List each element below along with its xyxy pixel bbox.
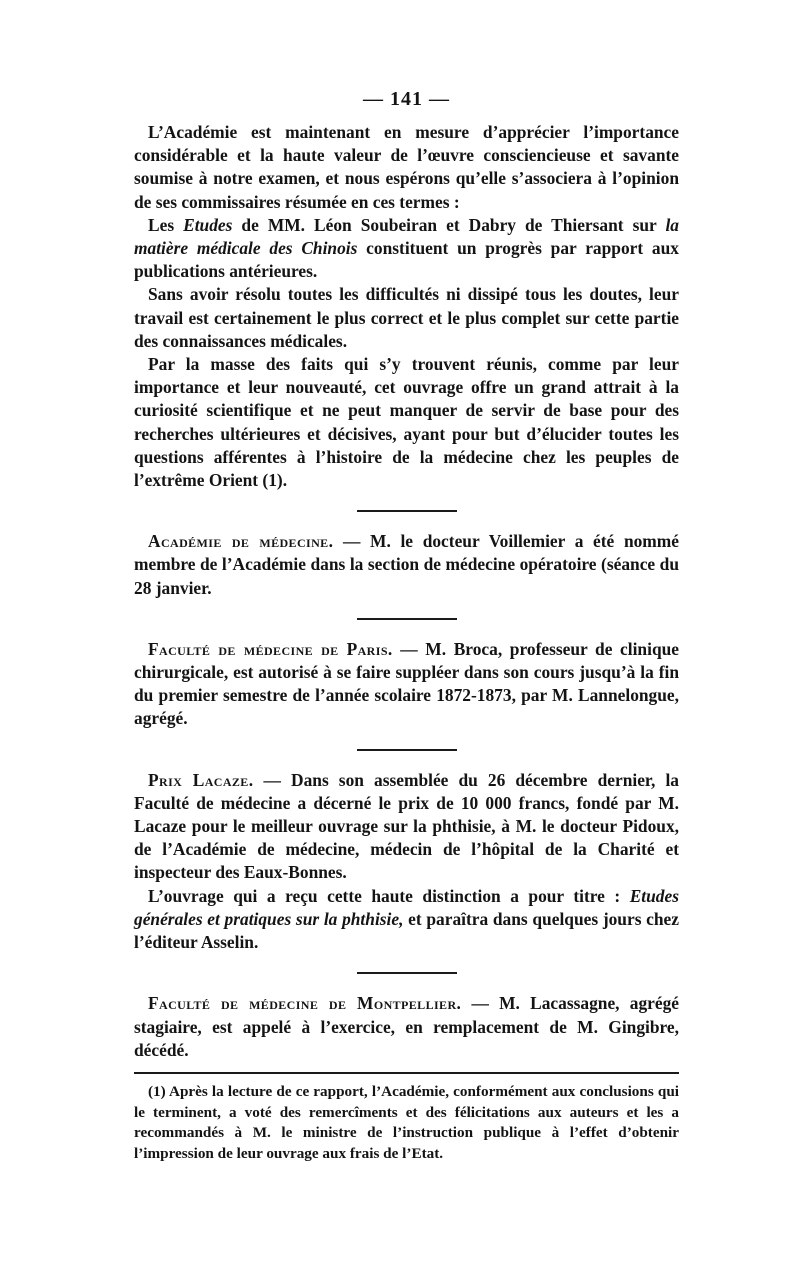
section-prix-lacaze — [134, 769, 679, 885]
italic-title-etudes-phthisie: Etudes générales et pratiques sur la phthisie, — [134, 885, 679, 929]
section-text: — M. Broca, professeur de clinique chirurgicale, est autorisé à se faire suppléer dans son cours jusqu’à la fin du premier semestre de l’année scolaire 1872-1873, par M. Lannelongue, agrégé. — [134, 638, 680, 729]
section-divider — [357, 618, 457, 620]
paragraph-etudes — [134, 214, 679, 284]
paragraph-difficultes: Sans avoir résolu toutes les difficultés ni dissipé tous les doutes, leur travail est certainement le plus correct et le plus complet sur cette partie des connaissances médicales. — [134, 284, 679, 351]
section-heading: Faculté de médecine de Paris. — [148, 638, 393, 659]
section-text: — M. Lacassagne, agrégé stagiaire, est appelé à l’exercice, en remplacement de M. Gingibre, décédé. — [134, 993, 679, 1060]
section-heading: Faculté de médecine de Montpellier. — [148, 993, 462, 1014]
section-divider — [357, 972, 457, 974]
section-divider — [357, 510, 457, 512]
text-run: et paraîtra dans quelques jours chez l’éditeur Asselin. — [134, 908, 679, 953]
section-text: — Dans son assemblée du 26 décembre dernier, la Faculté de médecine a décerné le prix de 10 000 francs, fondé par M. Lacaze pour le meilleur ouvrage sur la phthisie, à M. le docteur Pidoux, de l’Académie de médecine, médecin de l’hôpital de la Charité et inspecteur des Eaux-Bonnes. — [134, 769, 679, 883]
italic-title-matiere-medicale: la matière médicale des Chinois — [134, 214, 679, 259]
section-heading: Prix Lacaze. — [148, 769, 254, 790]
section-text: — M. le docteur Voillemier a été nommé membre de l’Académie dans la section de médecine opératoire (séance du 28 janvier. — [134, 531, 680, 598]
text-run: de MM. Léon Soubeiran et Dabry de Thiersant sur — [232, 214, 666, 235]
section-faculte-paris — [134, 638, 679, 731]
text-run: Les — [148, 214, 184, 235]
section-heading: Académie de médecine. — [148, 531, 334, 552]
paragraph-ouvrage-distinction — [134, 885, 679, 955]
footnote — [134, 1082, 679, 1164]
text-run: constituent un progrès par rapport aux publications antérieures. — [134, 238, 679, 282]
paragraph-masse-des-faits: Par la masse des faits qui s’y trouvent réunis, comme par leur importance et leur nouveauté, cet ouvrage offre un grand attrait à la curiosité scientifique et ne peut manquer de servir de base pour des recherches ultérieures et décisives, ayant pour but d’élucider toutes les questions afférentes à l’histoire de la médecine chez les peuples de l’extrême Orient (1). — [134, 354, 679, 491]
section-divider — [357, 749, 457, 751]
paragraph-academie-intro: L’Académie est maintenant en mesure d’apprécier l’importance considérable et la haute valeur de l’œuvre consciencieuse et savante soumise à notre examen, et nous espérons qu’elle s’associera à l’opinion de ses commissaires résumée en ces termes : — [134, 122, 679, 212]
text-run: L’ouvrage qui a reçu cette haute distinction a pour titre : — [148, 885, 630, 906]
section-faculte-montpellier — [134, 992, 679, 1062]
italic-title-etudes: Etudes — [183, 214, 233, 235]
footnote-text: (1) Après la lecture de ce rapport, l’Académie, conformément aux conclusions qui le terminent, a voté des remercîments et des félicitations aux auteurs et les a recommandés à M. le ministre de l’instruction publique à l’effet d’obtenir l’impression de leur ouvrage aux frais de l’Etat. — [134, 1082, 679, 1162]
section-academie-medecine — [134, 530, 679, 600]
page-number: — 141 — — [363, 88, 450, 110]
footnote-divider — [134, 1072, 679, 1074]
page — [134, 88, 679, 1164]
